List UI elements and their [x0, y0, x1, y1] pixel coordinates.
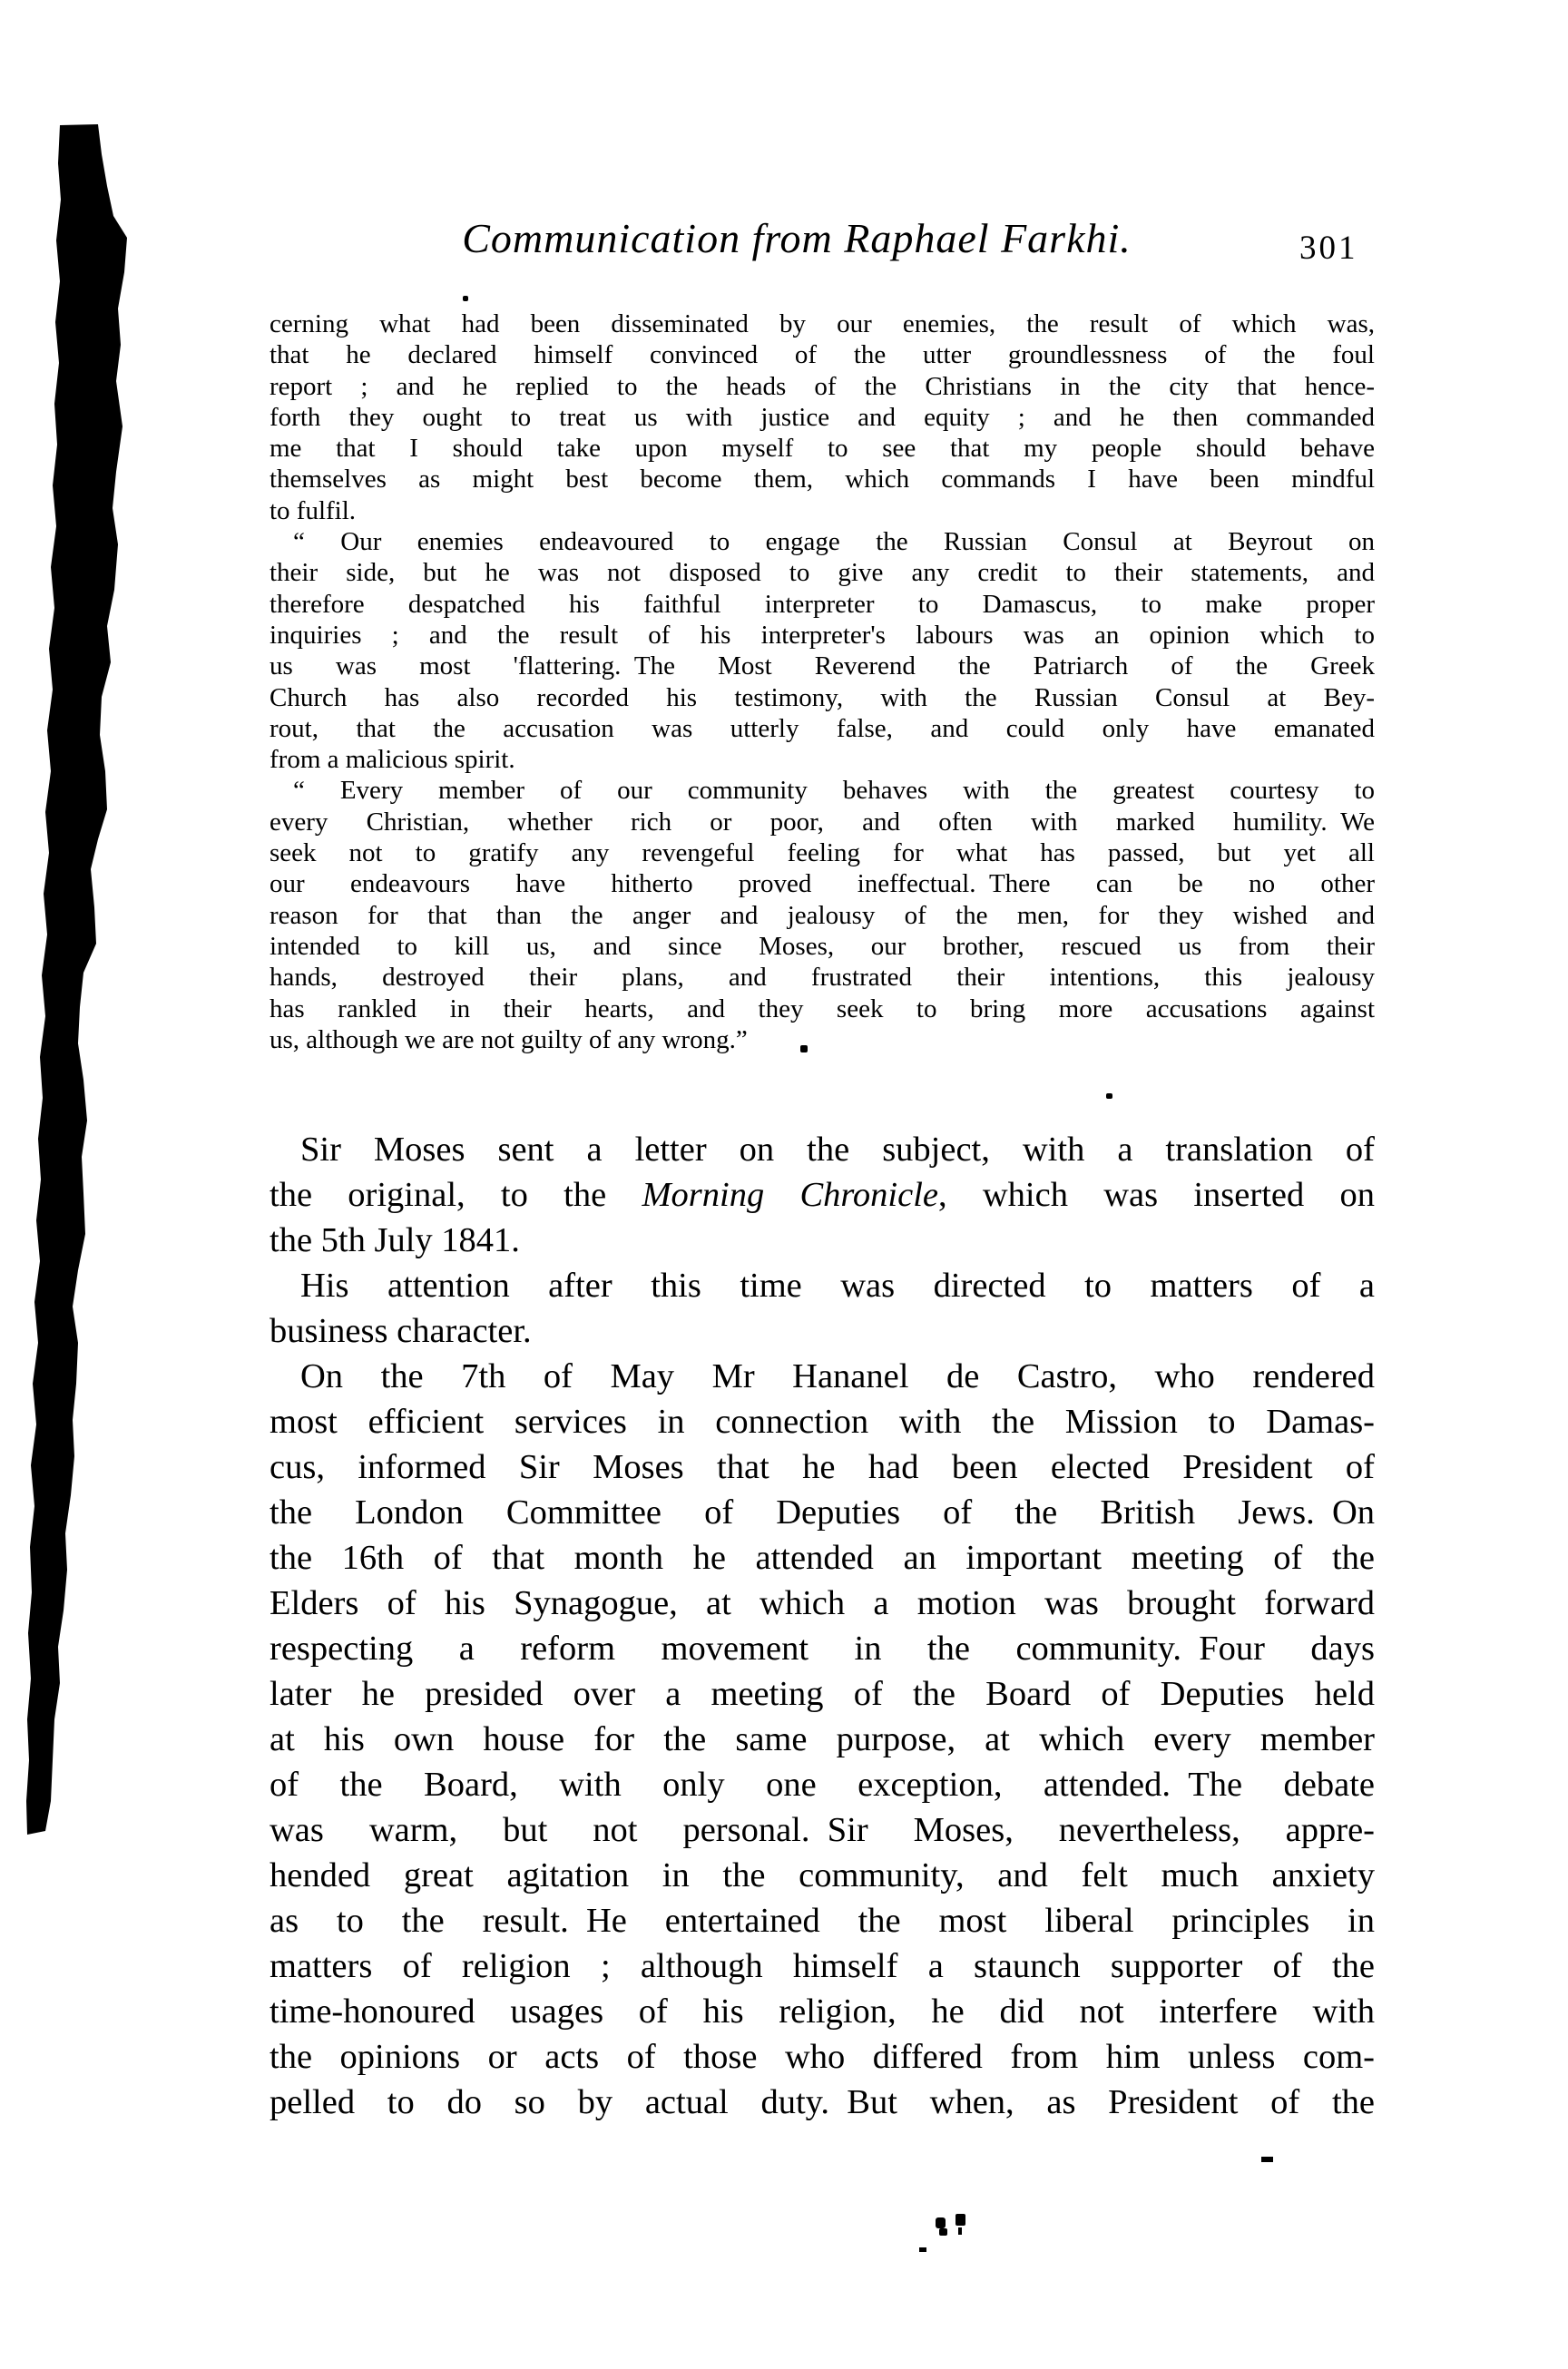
text-line: was warm, but not personal. Sir Moses, nevertheless, appre-: [270, 1811, 1375, 1849]
text-line: reason for that than the anger and jealousy of the men, for they wished and: [270, 900, 1375, 930]
text-line: themselves as might best become them, which commands I have been mindful: [270, 465, 1375, 494]
text-line: us, although we are not guilty of any wrong.”: [270, 1024, 748, 1054]
text-line: the 16th of that month he attended an important meeting of the: [270, 1539, 1375, 1577]
text-line: the 5th July 1841.: [270, 1221, 520, 1259]
main-body-text: [270, 1127, 1375, 2125]
text-line: pelled to do so by actual duty. But when, as President of the: [270, 2083, 1375, 2121]
text-line: rout, that the accusation was utterly false, and could only have emanated: [270, 713, 1375, 743]
text-line: at his own house for the same purpose, at which every member: [270, 1720, 1375, 1758]
text-line: cerning what had been disseminated by our enemies, the result of which was,: [270, 309, 1375, 338]
text-line: hended great agitation in the community, and felt much anxiety: [270, 1856, 1375, 1894]
text-line: Church has also recorded his testimony, with the Russian Consul at Bey-: [270, 682, 1375, 712]
text-line: me that I should take upon myself to see that my people should behave: [270, 434, 1375, 464]
paragraph: [270, 526, 1375, 775]
text-line: of the Board, with only one exception, attended. The debate: [270, 1766, 1375, 1804]
text-line: therefore despatched his faithful interpreter to Damascus, to make proper: [270, 589, 1375, 619]
page-number: 301: [1299, 230, 1358, 267]
text-line: “ Our enemies endeavoured to engage the Russian Consul at Beyrout on: [293, 527, 1375, 557]
text-line: hands, destroyed their plans, and frustrated their intentions, this jealousy: [270, 963, 1375, 993]
text-line: business character.: [270, 1312, 532, 1350]
text-line: Sir Moses sent a letter on the subject, with a translation of: [300, 1131, 1375, 1169]
paragraph: [270, 1127, 1375, 1263]
text-line: the London Committee of Deputies of the British Jews. On: [270, 1493, 1375, 1532]
text-line: forth they ought to treat us with justice and equity ; and he then commanded: [270, 402, 1375, 432]
ink-speck: [956, 2214, 965, 2226]
ink-blot: [0, 0, 163, 1905]
text-line: report ; and he replied to the heads of the Christians in the city that hence-: [270, 371, 1375, 401]
text-line: later he presided over a meeting of the Board of Deputies held: [270, 1675, 1375, 1713]
ink-speck: [936, 2217, 946, 2228]
paragraph: [270, 775, 1375, 1055]
ink-speck: [1106, 1093, 1112, 1099]
text-line: cus, informed Sir Moses that he had been elected President of: [270, 1448, 1375, 1486]
text-line: matters of religion ; although himself a staunch supporter of the: [270, 1947, 1375, 1985]
text-line: On the 7th of May Mr Hananel de Castro, who rendered: [300, 1357, 1375, 1395]
text-line: has rankled in their hearts, and they seek to bring more accusations against: [270, 994, 1375, 1023]
quoted-letter-text: [270, 308, 1375, 1055]
ink-speck: [1261, 2157, 1273, 2162]
text-line: every Christian, whether rich or poor, and often with marked humility. We: [270, 807, 1375, 837]
text-line: seek not to gratify any revengeful feeling for what has passed, but yet all: [270, 838, 1375, 868]
ink-speck: [939, 2228, 947, 2236]
paragraph: [270, 1263, 1375, 1354]
text-line: His attention after this time was directed to matters of a: [300, 1267, 1375, 1305]
paragraph: [270, 308, 1375, 526]
ink-speck: [958, 2227, 962, 2235]
text-line: inquiries ; and the result of his interpreter's labours was an opinion which to: [270, 620, 1375, 650]
text-line: “ Every member of our community behaves with the greatest courtesy to: [293, 776, 1375, 806]
ink-speck: [919, 2247, 926, 2252]
paragraph: [270, 1354, 1375, 2125]
text-line: as to the result. He entertained the most liberal principles in: [270, 1902, 1375, 1940]
text-line: the opinions or acts of those who differed from him unless com-: [270, 2038, 1375, 2076]
text-line: us was most 'flattering. The Most Reverend the Patriarch of the Greek: [270, 651, 1375, 681]
text-line: from a malicious spirit.: [270, 745, 515, 775]
text-line: to fulfil.: [270, 495, 357, 525]
text-line: our endeavours have hitherto proved ineffectual. There can be no other: [270, 869, 1375, 899]
text-line: most efficient services in connection with the Mission to Damas-: [270, 1403, 1375, 1441]
text-line: that he declared himself convinced of the utter groundlessness of the foul: [270, 340, 1375, 370]
text-line: intended to kill us, and since Moses, our brother, rescued us from their: [270, 931, 1375, 961]
text-line: Elders of his Synagogue, at which a motion was brought forward: [270, 1584, 1375, 1622]
text-line: respecting a reform movement in the community. Four days: [270, 1630, 1375, 1668]
text-line: the original, to the Morning Chronicle, which was inserted on: [270, 1176, 1375, 1214]
text-line: time-honoured usages of his religion, he did not interfere with: [270, 1992, 1375, 2031]
text-line: their side, but he was not disposed to give any credit to their statements, and: [270, 558, 1375, 588]
ink-speck: [463, 296, 468, 301]
running-header-title: Communication from Raphael Farkhi.: [462, 215, 1132, 261]
